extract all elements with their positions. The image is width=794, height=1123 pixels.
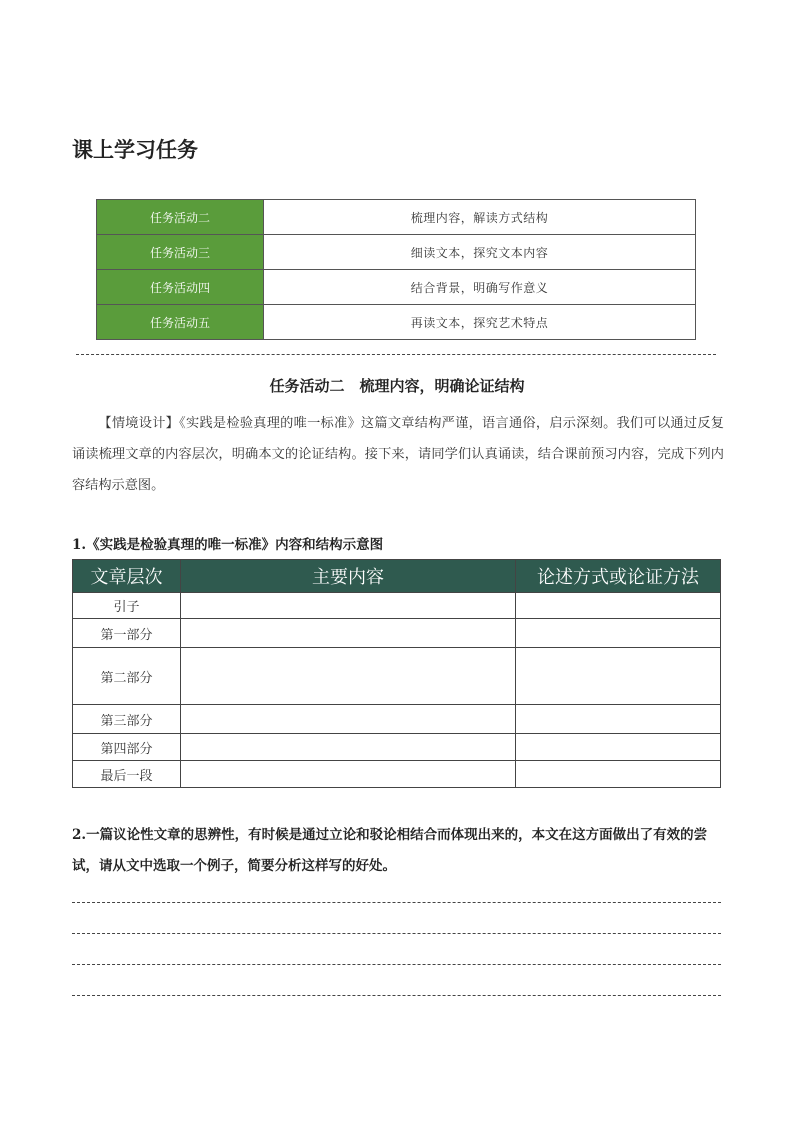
content-answer-cell[interactable] (181, 761, 516, 788)
task-description: 梳理内容，解读方式结构 (264, 200, 696, 235)
question-1: 1.《实践是检验真理的唯一标准》内容和结构示意图 (72, 537, 384, 553)
table-row (73, 593, 721, 619)
column-header: 主要内容 (181, 560, 516, 593)
table-row (73, 761, 721, 788)
task-name: 任务活动三 (97, 235, 264, 270)
task-overview-table (96, 199, 696, 340)
level-cell: 引子 (73, 593, 181, 619)
task-description: 结合背景，明确写作意义 (264, 270, 696, 305)
question-2: 2.一篇议论性文章的思辨性，有时候是通过立论和驳论相结合而体现出来的，本文在这方面做出了有效的尝试，请从文中选取一个例子，简要分析这样写的好处。 (72, 827, 708, 874)
table-row (73, 734, 721, 761)
column-header: 论述方式或论证方法 (516, 560, 721, 593)
content-answer-cell[interactable] (181, 705, 516, 734)
table-header-row (73, 560, 721, 593)
column-header: 文章层次 (73, 560, 181, 593)
table-row (73, 705, 721, 734)
method-answer-cell[interactable] (516, 734, 721, 761)
method-answer-cell[interactable] (516, 619, 721, 648)
structure-table (72, 559, 721, 788)
level-cell: 最后一段 (73, 761, 181, 788)
method-answer-cell[interactable] (516, 648, 721, 705)
table-row (73, 619, 721, 648)
answer-line[interactable] (72, 933, 721, 934)
content-answer-cell[interactable] (181, 648, 516, 705)
task-name: 任务活动二 (97, 200, 264, 235)
method-answer-cell[interactable] (516, 593, 721, 619)
level-cell: 第三部分 (73, 705, 181, 734)
content-answer-cell[interactable] (181, 734, 516, 761)
level-cell: 第四部分 (73, 734, 181, 761)
dashed-divider (76, 354, 716, 355)
answer-line[interactable] (72, 964, 721, 965)
answer-line[interactable] (72, 995, 721, 996)
task-description: 再读文本，探究艺术特点 (264, 305, 696, 340)
method-answer-cell[interactable] (516, 761, 721, 788)
table-row (97, 305, 696, 340)
table-row (73, 648, 721, 705)
table-row (97, 200, 696, 235)
table-row (97, 235, 696, 270)
section-title: 课上学习任务 (72, 138, 198, 162)
table-row (97, 270, 696, 305)
level-cell: 第二部分 (73, 648, 181, 705)
answer-line[interactable] (72, 902, 721, 903)
context-paragraph: 【情境设计】《实践是检验真理的唯一标准》这篇文章结构严谨，语言通俗，启示深刻。我们可以通过反复诵读梳理文章的内容层次，明确本文的论证结构。接下来，请同学们认真诵读，结合课前预习内容，完成下列内容结构示意图。 (72, 416, 724, 493)
activity-heading: 任务活动二 梳理内容，明确论证结构 (269, 377, 525, 395)
content-answer-cell[interactable] (181, 593, 516, 619)
task-name: 任务活动五 (97, 305, 264, 340)
task-name: 任务活动四 (97, 270, 264, 305)
task-description: 细读文本，探究文本内容 (264, 235, 696, 270)
content-answer-cell[interactable] (181, 619, 516, 648)
method-answer-cell[interactable] (516, 705, 721, 734)
level-cell: 第一部分 (73, 619, 181, 648)
